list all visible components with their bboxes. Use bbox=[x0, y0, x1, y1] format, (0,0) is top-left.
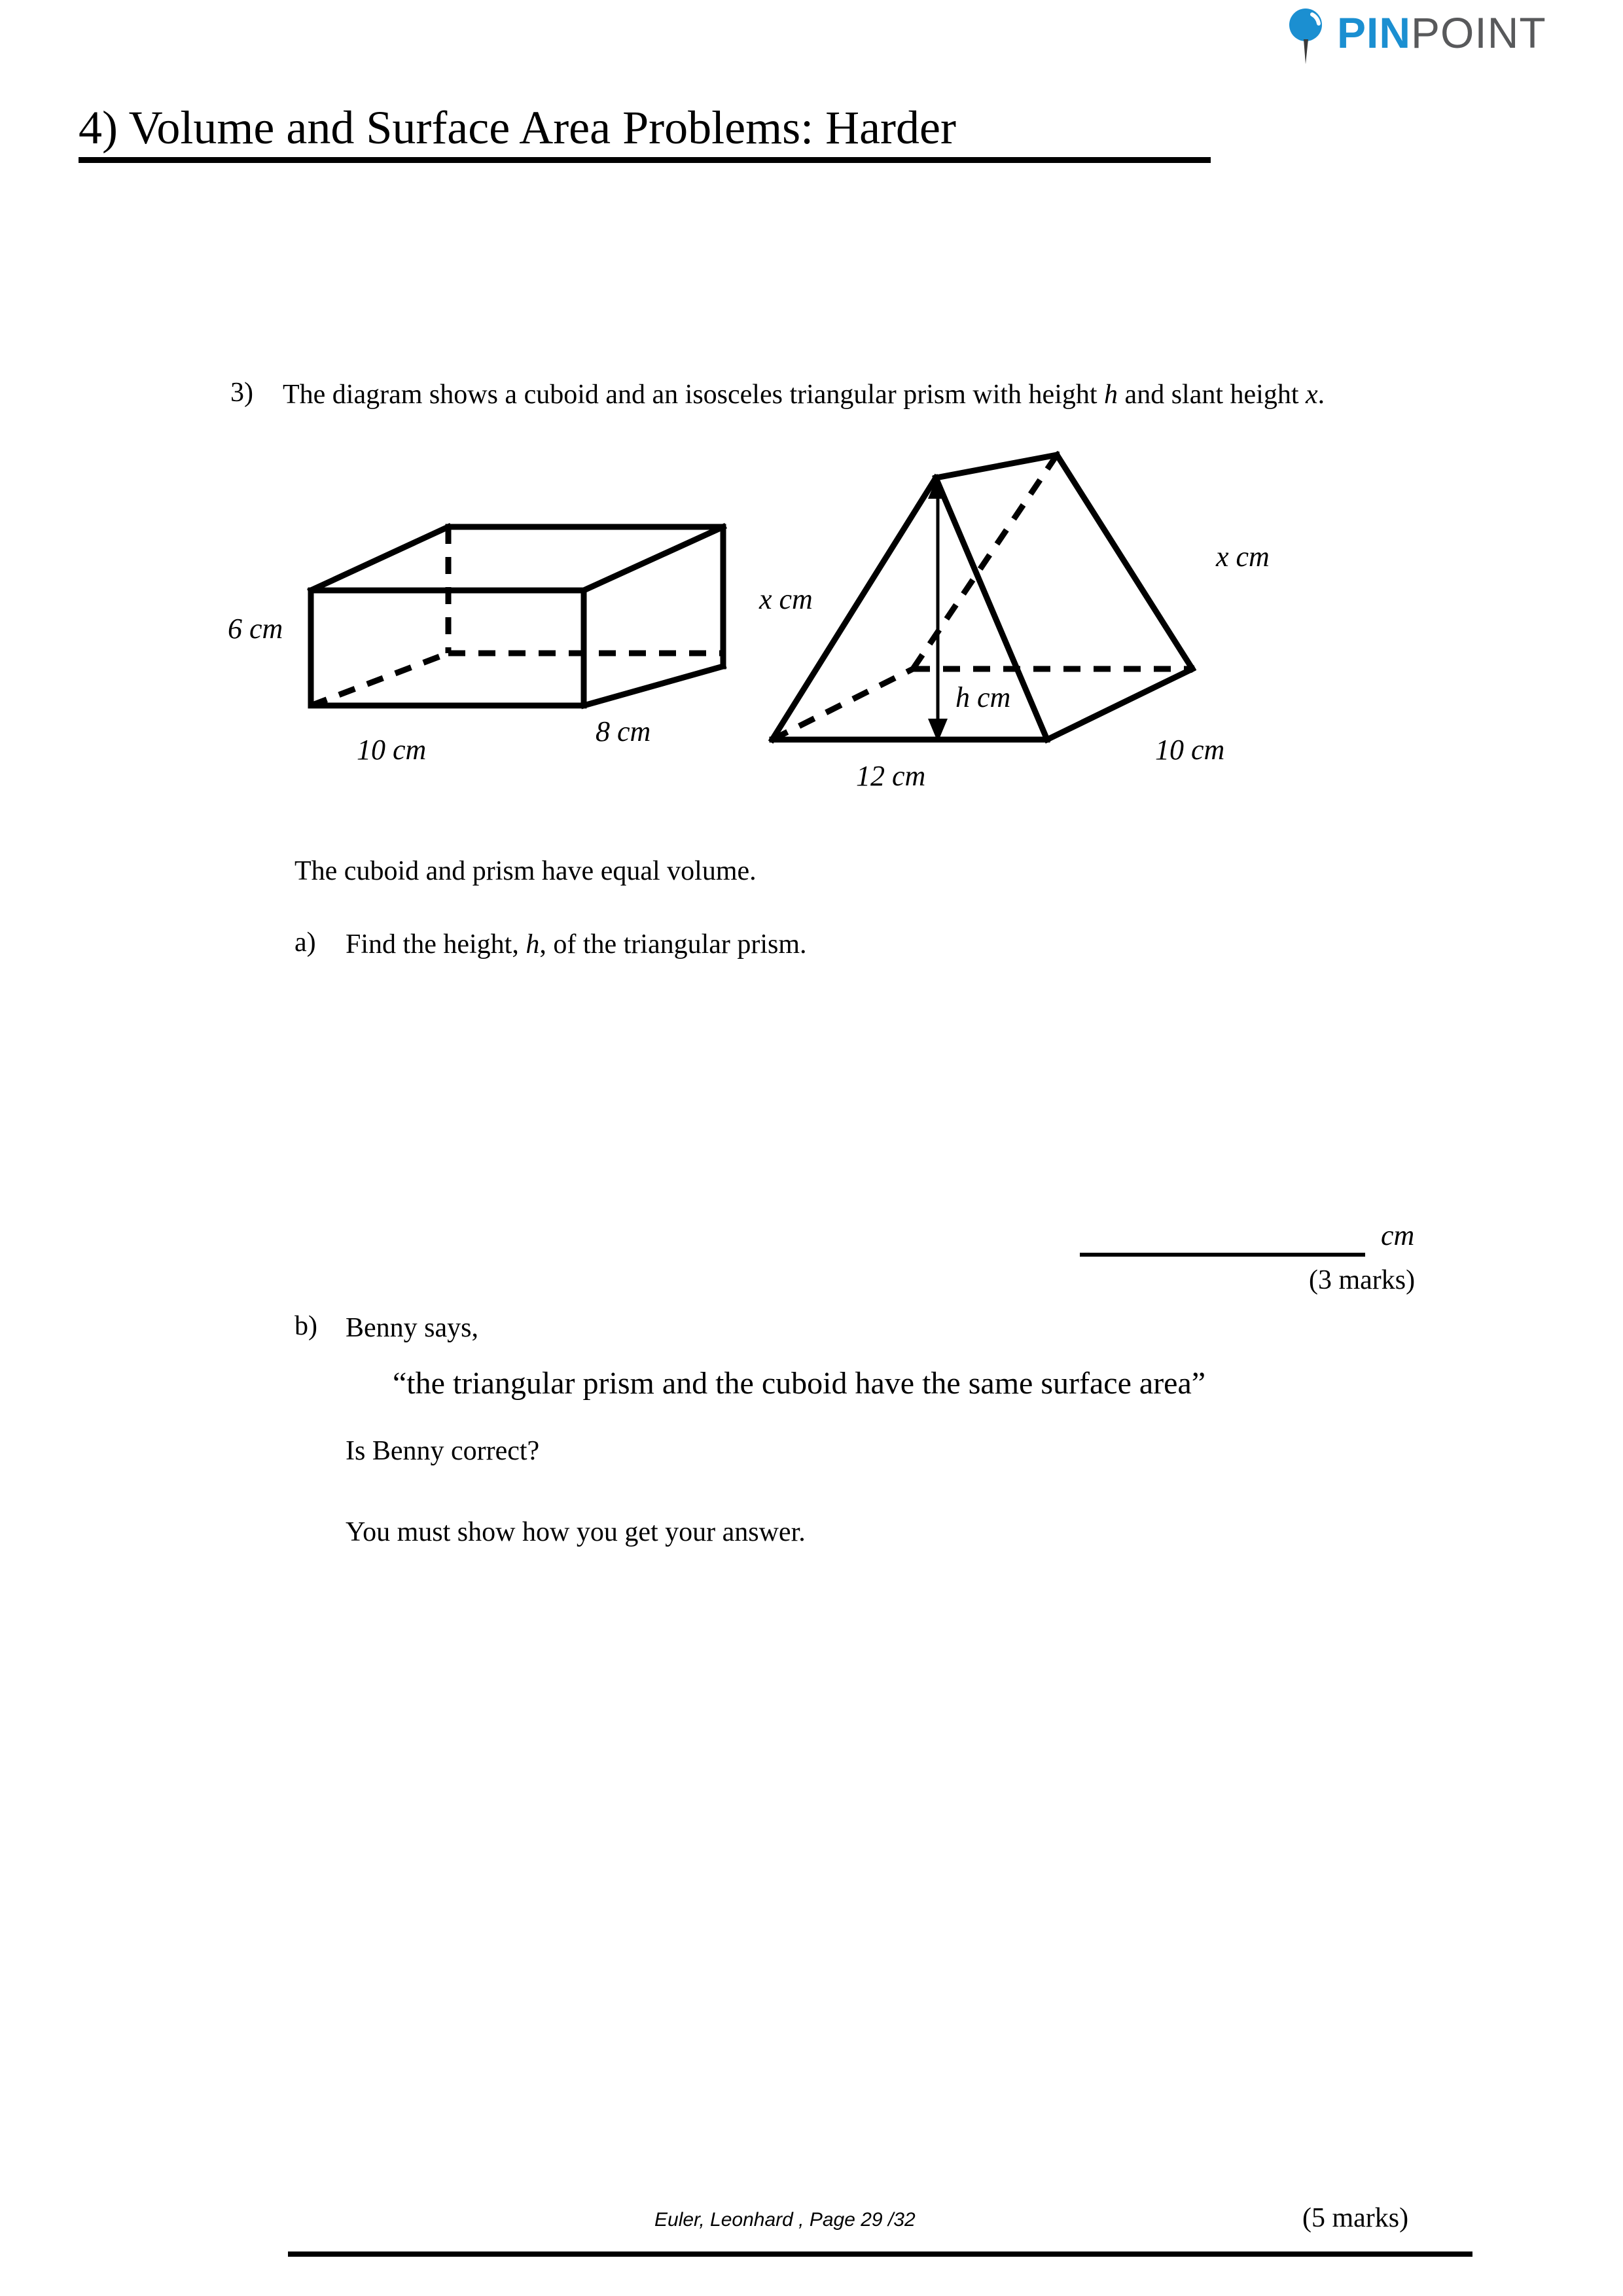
benny-quote: “the triangular prism and the cuboid have the same surface area” bbox=[393, 1366, 1206, 1401]
cuboid-edge-top-right-recede bbox=[584, 527, 723, 590]
cuboid-edge-top-left-recede bbox=[311, 527, 448, 590]
part-b-text: Benny says, bbox=[346, 1313, 478, 1343]
answer-line[interactable] bbox=[1080, 1253, 1365, 1257]
part-a-text bbox=[346, 924, 1262, 965]
part-b-instruction: You must show how you get your answer. bbox=[346, 1517, 806, 1547]
logo-point-text: POINT bbox=[1411, 9, 1546, 57]
question-text-part3: . bbox=[1317, 380, 1325, 410]
triangular-prism-diagram bbox=[740, 419, 1289, 805]
part-b-number: b) bbox=[294, 1311, 317, 1341]
part-a-number: a) bbox=[294, 927, 316, 958]
prism-edge-top-recede bbox=[936, 455, 1057, 478]
question-text-part1: The diagram shows a cuboid and an isosceles triangular prism with height bbox=[283, 380, 1105, 410]
prism-edge-bottom-right-recede bbox=[1047, 669, 1192, 740]
prism-slant-right-label: x cm bbox=[1216, 541, 1270, 573]
cuboid-diagram bbox=[216, 497, 753, 805]
equal-volume-statement: The cuboid and prism have equal volume. bbox=[294, 856, 757, 886]
cuboid-hidden-recede bbox=[311, 653, 448, 706]
prism-base-label: 12 cm bbox=[856, 760, 926, 792]
cuboid-width-label: 10 cm bbox=[357, 734, 427, 766]
logo-pin-text: PIN bbox=[1337, 9, 1412, 57]
answer-unit-label: cm bbox=[1381, 1219, 1415, 1251]
footer-divider bbox=[288, 2251, 1472, 2257]
part-a-text-part2: , of the triangular prism. bbox=[539, 929, 807, 960]
cuboid-edge-bottom-right-recede bbox=[584, 666, 723, 706]
question-var-h: h bbox=[1104, 380, 1118, 410]
pinpoint-logo bbox=[1279, 7, 1607, 65]
part-b-marks: (5 marks) bbox=[1302, 2203, 1409, 2233]
prism-height-label: h cm bbox=[955, 681, 1011, 713]
map-pin-icon bbox=[1279, 7, 1336, 65]
title-underline bbox=[79, 157, 1211, 163]
question-number: 3) bbox=[230, 378, 253, 408]
prism-edge-back-right-slant bbox=[1057, 455, 1192, 669]
part-a-var-h: h bbox=[526, 929, 540, 960]
logo-wordmark bbox=[1337, 8, 1546, 58]
cuboid-height-label: 6 cm bbox=[228, 613, 283, 645]
part-a-text-part1: Find the height, bbox=[346, 929, 526, 960]
question-var-x: x bbox=[1306, 380, 1318, 410]
part-a-marks: (3 marks) bbox=[1309, 1265, 1416, 1295]
page-title: 4) Volume and Surface Area Problems: Harder bbox=[79, 101, 956, 154]
prism-depth-label: 10 cm bbox=[1155, 734, 1225, 766]
question-text bbox=[283, 374, 1435, 415]
part-b-question: Is Benny correct? bbox=[346, 1436, 540, 1466]
footer-reference: Euler, Leonhard , Page 29 /32 bbox=[654, 2209, 916, 2231]
question-text-part2: and slant height bbox=[1118, 380, 1306, 410]
prism-slant-left-label: x cm bbox=[759, 583, 813, 615]
cuboid-depth-label: 8 cm bbox=[596, 715, 651, 747]
